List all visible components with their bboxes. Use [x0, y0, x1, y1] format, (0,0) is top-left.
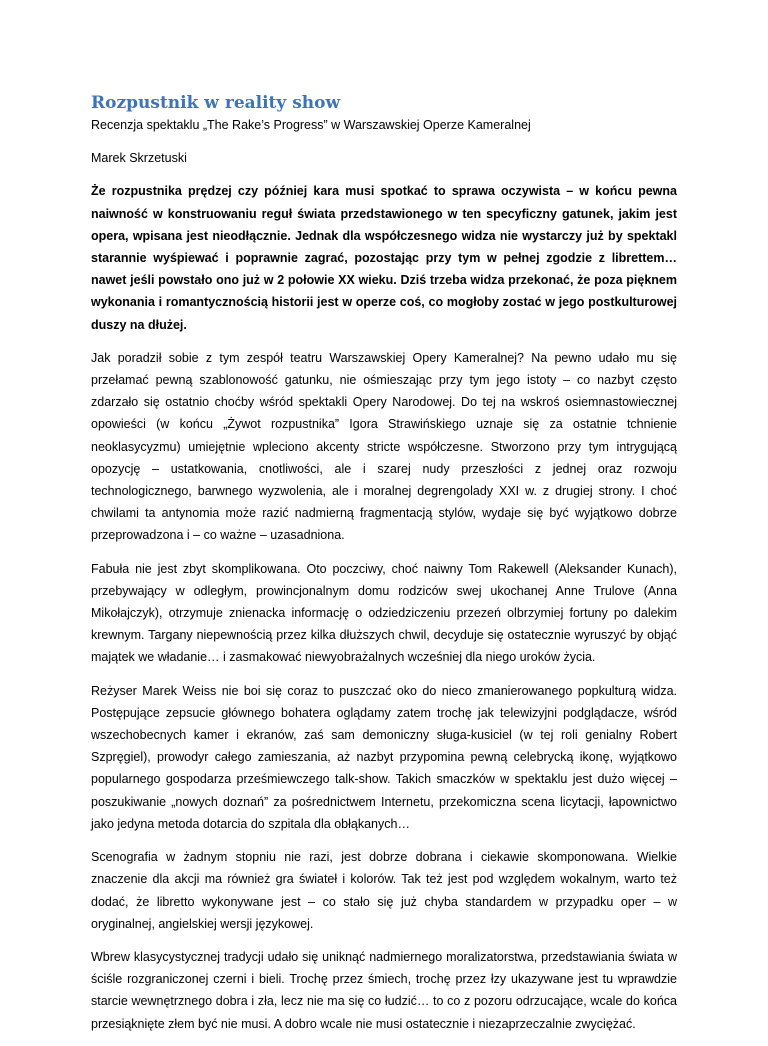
article-paragraph: Jak poradził sobie z tym zespół teatru Warszawskiej Opery Kameralnej? Na pewno udało mu się przełamać pewną szablonowość gatunku, nie ośmieszając przy tym jego istoty – co nazbyt często zdarzało się ostatnio choćby wśród spektakli Opery Narodowej. Do tej na wskroś osiemnastowiecznej opowieści (w końcu „Żywot rozpustnika” Igora Strawińskiego uznaje się za ostatnie tchnienie neoklasycyzmu) umiejętnie wpleciono akcenty stricte współczesne. Stworzono przy tym intrygującą opozycję – ustatkowania, cnotliwości, ale i szarej nudy przeszłości z jednej oraz rozwoju technologicznego, barwnego wyzwolenia, ale i moralnej degrengolady XXI w. z drugiej strony. I choć chwilami ta antynomia może razić nadmierną fragmentacją stylów, wydaje się być wyjątkowo dobrze przeprowadzona i – co ważne – uzasadniona. [91, 350, 677, 543]
article-title: Rozpustnik w reality show [91, 93, 341, 113]
document-page [91, 92, 677, 1046]
article-paragraph: Scenografia w żadnym stopniu nie razi, jest dobrze dobrana i ciekawie skomponowana. Wielkie znaczenie dla akcji ma również gra świateł i kolorów. Tak też jest pod względem wokalnym, warto też dodać, że libretto wykonywane jest – co stało się już chyba standardem w przypadku oper – w oryginalnej, angielskiej wersji językowej. [91, 850, 677, 931]
article-lead: Że rozpustnika prędzej czy później kara musi spotkać to sprawa oczywista – w końcu pewna naiwność w konstruowaniu reguł świata przedstawionego w ten specyficzny gatunek, jakim jest opera, wpisana jest nieodłącznie. Jednak dla współczesnego widza nie wystarczy już by spektakl starannie wyśpiewać i poprawnie zagrać, pozostając przy tym w pełnej zgodzie z librettem… nawet jeśli powstało ono już w 2 połowie XX wieku. Dziś trzeba widza przekonać, że poza pięknem wykonania i romantycznością historii jest w operze coś, co mogłoby zostać w jego postkulturowej duszy na dłużej. [91, 184, 677, 332]
article-subtitle: Recenzja spektaklu „The Rake’s Progress” w Warszawskiej Operze Kameralnej [91, 118, 531, 132]
article-paragraph: Fabuła nie jest zbyt skomplikowana. Oto poczciwy, choć naiwny Tom Rakewell (Aleksander Kunach), przebywający w odległym, prowincjonalnym domu rodziców swej ukochanej Anne Trulove (Anna Mikołajczyk), otrzymuje znienacka informację o odziedziczeniu przezeń olbrzymiej fortuny po dalekim krewnym. Targany niepewnością przez kilka dłuższych chwil, decyduje się ostatecznie wyruszyć by objąć majątek we władanie… i zasmakować niewyobrażalnych wcześniej dla niego uroków życia. [91, 561, 677, 665]
article-author: Marek Skrzetuski [91, 151, 187, 166]
article-paragraph: Reżyser Marek Weiss nie boi się coraz to puszczać oko do nieco zmanierowanego popkulturą widza. Postępujące zepsucie głównego bohatera oglądamy zatem trochę jak telewizyjni podglądacze, wśród wszechobecnych kamer i ekranów, zaś sam demoniczny sługa-kusiciel (w tej roli genialny Robert Szpręgiel), prowodyr całego zamieszania, aż nazbyt przypomina pewną celebrycką ikonę, wyjątkowo popularnego gospodarza prześmiewczego talk-show. Takich smaczków w spektaklu jest dużo więcej – poszukiwanie „nowych doznań” za pośrednictwem Internetu, przekomiczna scena licytacji, łapownictwo jako jedyna metoda dotarcia do szpitala dla obłąkanych… [91, 683, 677, 831]
article-paragraph: Wbrew klasycystycznej tradycji udało się uniknąć nadmiernego moralizatorstwa, przedstawiania świata w ściśle rozgraniczonej czerni i bieli. Trochę przez śmiech, trochę przez łzy ukazywane jest tu wprawdzie starcie wewnętrznego dobra i zła, lecz nie ma się co łudzić… to co z pozoru odrzucające, wcale do końca przesiąknięte złem być nie musi. A dobro wcale nie musi ostatecznie i niezaprzeczalnie zwyciężać. [91, 949, 677, 1031]
